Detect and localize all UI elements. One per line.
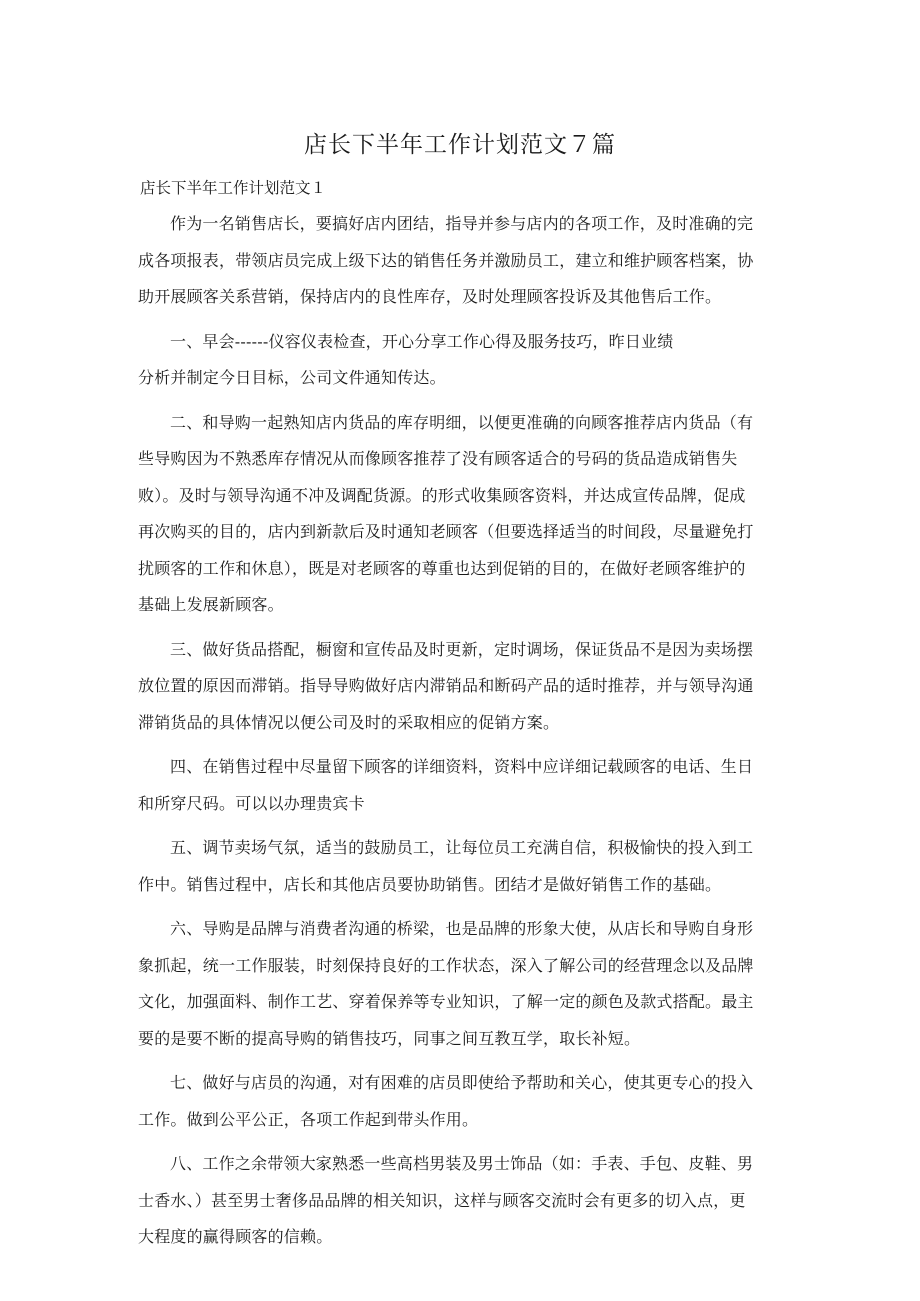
text-line: 要的是要不断的提高导购的销售技巧，同事之间互教互学，取长补短。: [138, 1028, 641, 1048]
text-line: 再次购买的目的，店内到新款后及时通知老顾客（但要选择适当的时间段，尽量避免打: [138, 522, 754, 541]
text-line: 作为一名销售店长，要搞好店内团结，指导并参与店内的各项工作，及时准确的完: [170, 214, 754, 233]
text-line: 五、调节卖场气氛，适当的鼓励员工，让每位员工充满自信，积极愉快的投入到工: [170, 838, 754, 857]
paragraph-item-6: [138, 911, 782, 1057]
text-line: 分析并制定今日目标，公司文件通知传达。: [138, 368, 446, 387]
text-line: 三、做好货品搭配，橱窗和宣传品及时更新，定时调场，保证货品不是因为卖场摆: [170, 639, 754, 659]
text-line: 助开展顾客关系营销，保持店内的良性库存，及时处理顾客投诉及其他售后工作。: [138, 287, 722, 306]
text-line: 作中。销售过程中，店长和其他店员要协助销售。团结才是做好销售工作的基础。: [138, 874, 722, 894]
document-body: [138, 206, 782, 1264]
paragraph-intro: [138, 206, 782, 316]
text-line: 二、和导购一起熟知店内货品的库存明细，以便更准确的向顾客推荐店内货品（有: [170, 412, 754, 432]
text-line: 四、在销售过程中尽量留下顾客的详细资料，资料中应详细记载顾客的电话、生日: [170, 757, 754, 776]
text-line: 大程度的赢得顾客的信赖。: [138, 1227, 333, 1246]
text-line: 放位置的原因而滞销。指导导购做好店内滞销品和断码产品的适时推荐，并与领导沟通: [138, 676, 754, 695]
text-line: 士香水、）甚至男士奢侈品品牌的相关知识，这样与顾客交流时会有更多的切入点，更: [138, 1190, 746, 1210]
paragraph-item-8: [138, 1146, 782, 1256]
text-line: 工作。做到公平公正，各项工作起到带头作用。: [138, 1109, 479, 1129]
paragraph-item-7: [138, 1065, 782, 1138]
text-line: 七、做好与店员的沟通，对有困难的店员即使给予帮助和关心，使其更专心的投入: [170, 1073, 754, 1092]
text-line: 败）。及时与领导沟通不冲及调配货源。的形式收集顾客资料，并达成宣传品牌，促成: [138, 485, 746, 505]
text-line: 扰顾客的工作和休息），既是对老顾客的尊重也达到促销的目的，在做好老顾客维护的: [138, 558, 746, 578]
text-line: 和所穿尺码。可以以办理贵宾卡: [138, 793, 365, 813]
text-line: 文化，加强面料、制作工艺、穿着保养等专业知识，了解一定的颜色及款式搭配。最主: [138, 992, 754, 1011]
text-line: 六、导购是品牌与消费者沟通的桥梁，也是品牌的形象大使，从店长和导购自身形: [170, 919, 754, 938]
text-line: 象抓起，统一工作服装，时刻保持良好的工作状态，深入了解公司的经营理念以及品牌: [138, 955, 754, 975]
paragraph-item-5: [138, 830, 782, 903]
text-line: 些导购因为不熟悉库存情况从而像顾客推荐了没有顾客适合的号码的货品造成销售失: [138, 449, 738, 468]
paragraph-item-4: [138, 749, 782, 822]
text-line: 八、工作之余带领大家熟悉一些高档男装及男士饰品（如：手表、手包、皮鞋、男: [170, 1154, 754, 1173]
paragraph-item-1: [138, 324, 782, 397]
paragraph-item-3: [138, 632, 782, 742]
section-heading: 店长下半年工作计划范文１: [140, 179, 327, 197]
document-title: 店长下半年工作计划范文７篇: [304, 132, 616, 158]
text-line: 滞销货品的具体情况以便公司及时的采取相应的促销方案。: [138, 712, 560, 732]
text-line: 一、早会------仪容仪表检查，开心分享工作心得及服务技巧，昨日业绩: [170, 331, 674, 351]
paragraph-item-2: [138, 405, 782, 624]
text-line: 成各项报表，带领店员完成上级下达的销售任务并激励员工，建立和维护顾客档案，协: [138, 250, 754, 270]
text-line: 基础上发展新顾客。: [138, 595, 284, 614]
